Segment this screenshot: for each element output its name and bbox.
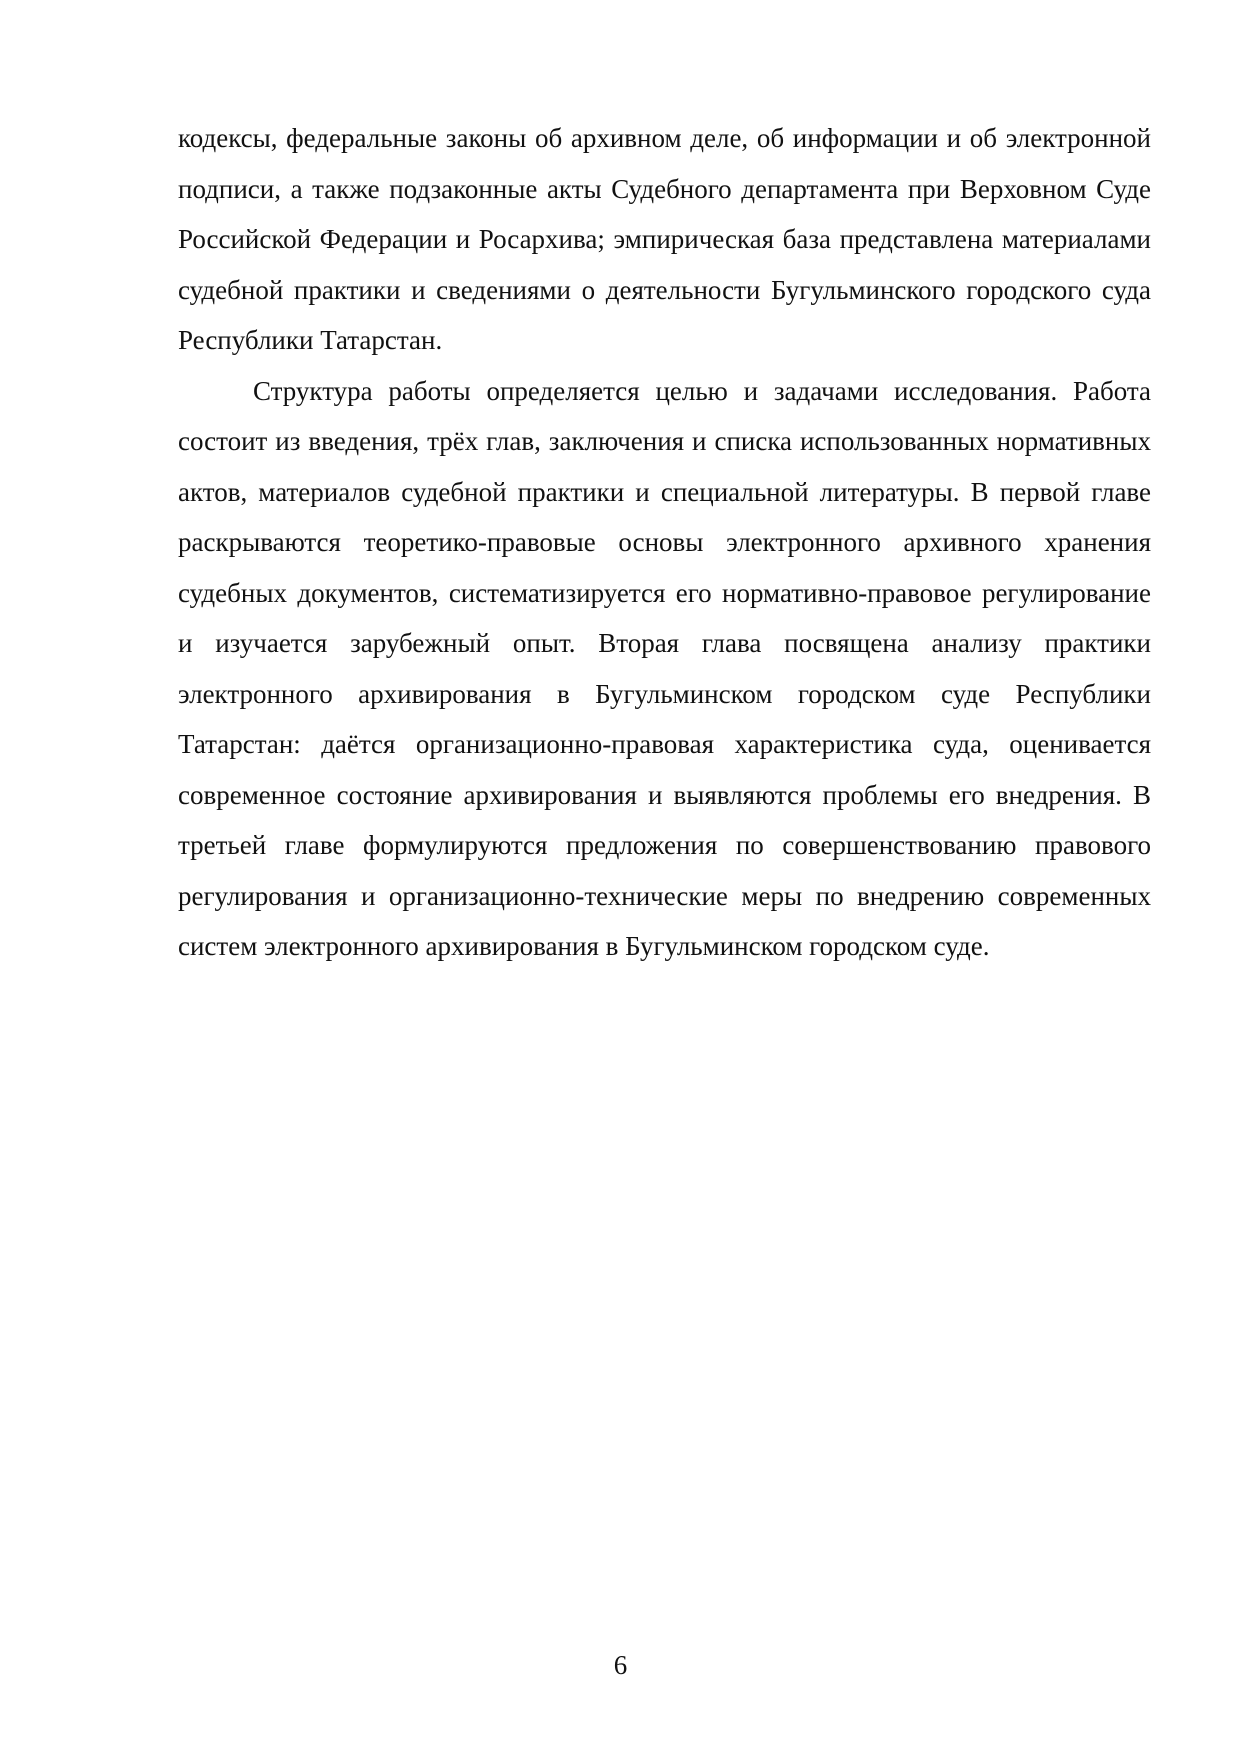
body-text [178,113,1151,972]
paragraph-structure: Структура работы определяется целью и задачами исследования. Работа состоит из введения, трёх глав, заключения и списка использованных нормативных актов, материалов судебной практики и специальной литературы. В первой главе раскрываются теоретико-правовые основы электронного архивного хранения судебных документов, систематизируется его нормативно-правовое регулирование и изучается зарубежный опыт. Вторая глава посвящена анализу практики электронного архивирования в Бугульминском городском суде Республики Татарстан: даётся организационно-правовая характеристика суда, оценивается современное состояние архивирования и выявляются проблемы его внедрения. В третьей главе формулируются предложения по совершенствованию правового регулирования и организационно-технические меры по внедрению современных систем электронного архивирования в Бугульминском городском суде. [178,375,1151,961]
paragraph-sources: кодексы, федеральные законы об архивном деле, об информации и об электронной подписи, а также подзаконные акты Судебного департамента при Верховном Суде Российской Федерации и Росархива; эмпирическая база представлена материалами судебной практики и сведениями о деятельности Бугульминского городского суда Республики Татарстан. [178,123,1151,355]
page-number: 6 [613,1650,628,1680]
